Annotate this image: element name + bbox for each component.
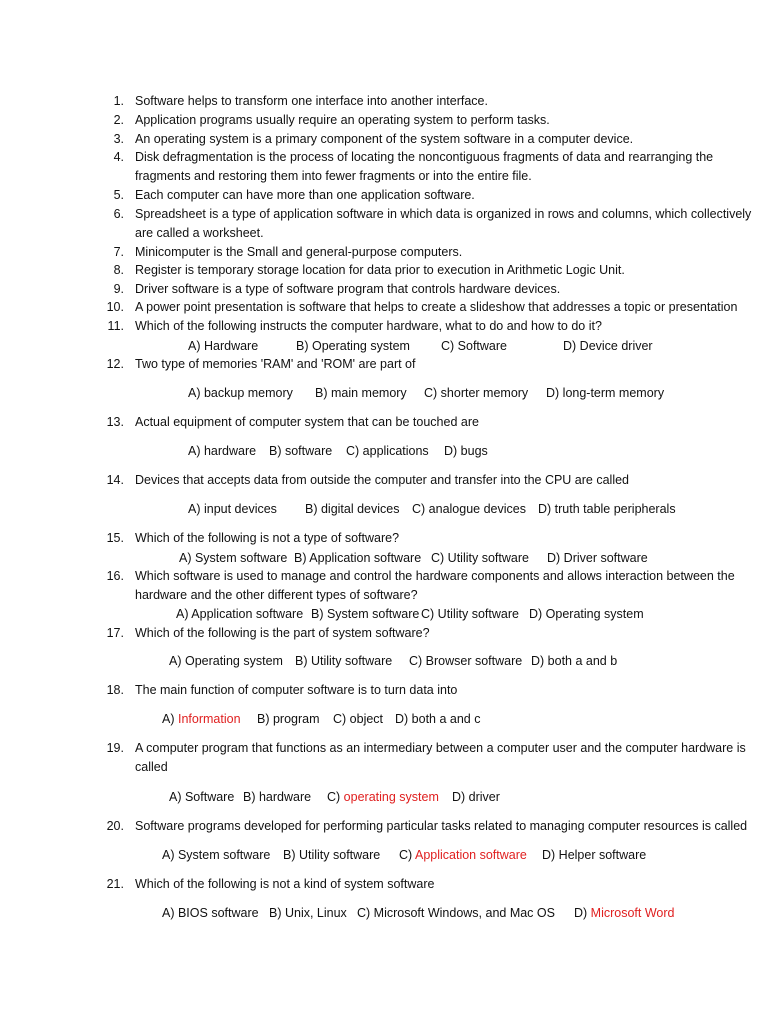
question-text: Which of the following is not a type of software? xyxy=(135,531,400,545)
question-number: 14. xyxy=(106,473,124,487)
option-d: D) Device driver xyxy=(563,339,653,353)
question-text: A power point presentation is software that helps to create a slideshow that addresses a topic or presentation xyxy=(135,300,738,314)
question-number: 17. xyxy=(106,626,124,640)
option-d: D) Helper software xyxy=(542,848,647,862)
option-c: C) Utility software xyxy=(421,607,519,621)
option-c: C) Software xyxy=(441,339,507,353)
question-number: 12. xyxy=(106,357,124,371)
option-b: B) Application software xyxy=(294,551,422,565)
question-text: Which of the following is the part of system software? xyxy=(135,626,430,640)
question-number: 3. xyxy=(113,132,124,146)
question-text: Which of the following instructs the computer hardware, what to do and how to do it? xyxy=(135,319,602,333)
option-a: A) Operating system xyxy=(169,654,283,668)
question-text: A computer program that functions as an intermediary between a computer user and the computer hardware is xyxy=(135,741,746,755)
option-a: A) hardware xyxy=(188,444,257,458)
question-text: Application programs usually require an operating system to perform tasks. xyxy=(135,113,550,127)
option-d: D) long-term memory xyxy=(546,386,665,400)
option-c-label: C) xyxy=(399,848,415,862)
option-b: B) Utility software xyxy=(295,654,393,668)
option-a: A) System software xyxy=(162,848,271,862)
question-number: 6. xyxy=(113,207,124,221)
question-text: An operating system is a primary component of the system software in a computer device. xyxy=(135,132,634,146)
answer-highlight: Information xyxy=(177,712,241,726)
question-text: Minicomputer is the Small and general-purpose computers. xyxy=(135,245,463,259)
question-number: 20. xyxy=(106,819,124,833)
option-c: C) Utility software xyxy=(431,551,529,565)
question-text: Two type of memories 'RAM' and 'ROM' are part of xyxy=(135,357,416,371)
option-c-label: C) xyxy=(327,790,344,804)
question-text-continued: fragments and restoring them into fewer fragments or into the entire file. xyxy=(135,169,532,183)
question-text: Each computer can have more than one application software. xyxy=(135,188,475,202)
option-a: A) Software xyxy=(169,790,235,804)
option-d: D) both a and b xyxy=(531,654,618,668)
option-d xyxy=(574,906,675,921)
option-c xyxy=(327,790,439,805)
question-number: 13. xyxy=(106,415,124,429)
question-number: 8. xyxy=(113,263,124,277)
question-text: Devices that accepts data from outside the computer and transfer into the CPU are called xyxy=(135,473,630,487)
option-b: B) Utility software xyxy=(283,848,381,862)
question-text: Driver software is a type of software program that controls hardware devices. xyxy=(135,282,561,296)
option-c: C) applications xyxy=(346,444,429,458)
answer-highlight: Microsoft Word xyxy=(590,906,675,920)
option-b: B) digital devices xyxy=(305,502,400,516)
option-b: B) program xyxy=(257,712,320,726)
option-a: A) input devices xyxy=(188,502,277,516)
question-text-continued: are called a worksheet. xyxy=(135,226,264,240)
question-number: 10. xyxy=(106,300,124,314)
option-a: A) Application software xyxy=(176,607,304,621)
answer-highlight: operating system xyxy=(343,790,439,804)
question-text: Software programs developed for performing particular tasks related to managing computer resources is called xyxy=(135,819,748,833)
question-text-continued: hardware and the other different types of software? xyxy=(135,588,418,602)
option-b: B) System software xyxy=(311,607,420,621)
option-a: A) backup memory xyxy=(188,386,293,400)
option-c xyxy=(399,848,527,863)
question-number: 21. xyxy=(106,877,124,891)
question-number: 11. xyxy=(107,319,124,333)
option-d: D) Operating system xyxy=(529,607,644,621)
question-number: 18. xyxy=(106,683,124,697)
option-d: D) both a and c xyxy=(395,712,481,726)
option-a xyxy=(162,712,241,727)
option-a: A) Hardware xyxy=(188,339,259,353)
option-a: A) BIOS software xyxy=(162,906,259,920)
question-text: Register is temporary storage location for data prior to execution in Arithmetic Logic Unit. xyxy=(135,263,625,277)
question-number: 1. xyxy=(113,94,124,108)
option-d: D) driver xyxy=(452,790,500,804)
question-text: Actual equipment of computer system that can be touched are xyxy=(135,415,479,429)
option-c: C) shorter memory xyxy=(424,386,529,400)
question-text: Software helps to transform one interface into another interface. xyxy=(135,94,488,108)
question-number: 7. xyxy=(113,245,124,259)
question-number: 5. xyxy=(113,188,124,202)
question-text: Which of the following is not a kind of system software xyxy=(135,877,435,891)
option-b: B) Operating system xyxy=(296,339,410,353)
question-number: 4. xyxy=(113,150,124,164)
option-b: B) Unix, Linux xyxy=(269,906,347,920)
option-c: C) object xyxy=(333,712,384,726)
option-c: C) Browser software xyxy=(409,654,523,668)
option-a: A) System software xyxy=(179,551,288,565)
option-d: D) Driver software xyxy=(547,551,648,565)
option-d: D) bugs xyxy=(444,444,488,458)
question-text: Spreadsheet is a type of application software in which data is organized in rows and columns, which collectively xyxy=(135,207,752,221)
option-d-label: D) xyxy=(574,906,591,920)
option-a-label: A) xyxy=(162,712,178,726)
option-b: B) software xyxy=(269,444,333,458)
question-number: 9. xyxy=(113,282,124,296)
option-d: D) truth table peripherals xyxy=(538,502,676,516)
question-number: 19. xyxy=(106,741,124,755)
question-text: The main function of computer software is to turn data into xyxy=(135,683,458,697)
question-text: Which software is used to manage and control the hardware components and allows interaction between the xyxy=(135,569,735,583)
option-c: C) analogue devices xyxy=(412,502,526,516)
answer-highlight: Application software xyxy=(414,848,527,862)
question-text-continued: called xyxy=(135,760,168,774)
option-c: C) Microsoft Windows, and Mac OS xyxy=(357,906,555,920)
option-b: B) main memory xyxy=(315,386,407,400)
question-text: Disk defragmentation is the process of locating the noncontiguous fragments of data and rearranging the xyxy=(135,150,714,164)
question-number: 2. xyxy=(113,113,124,127)
option-b: B) hardware xyxy=(243,790,312,804)
question-number: 15. xyxy=(106,531,124,545)
question-number: 16. xyxy=(106,569,124,583)
